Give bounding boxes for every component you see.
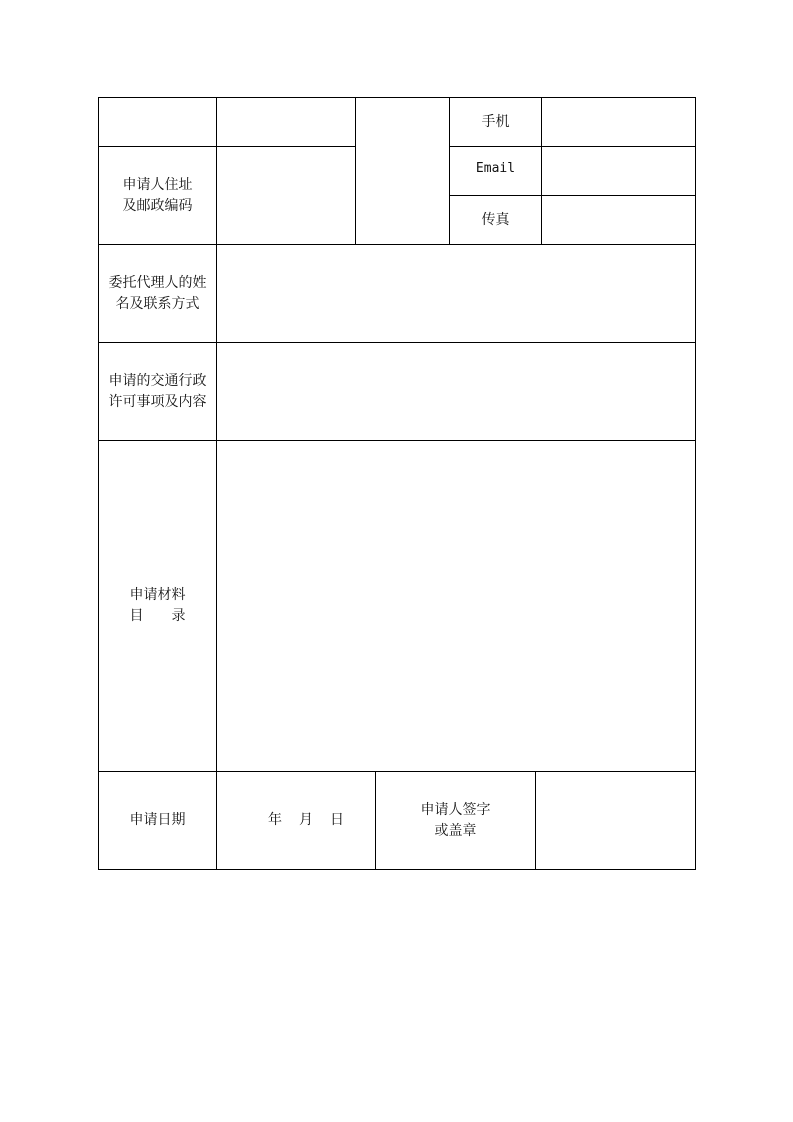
fax-field[interactable] [542, 196, 695, 244]
signature-label-line1: 申请人签字 [420, 801, 491, 818]
address-label [99, 147, 216, 244]
email-field[interactable] [542, 147, 695, 195]
date-label: 申请日期 [129, 812, 186, 828]
date-month-label: 月 [299, 812, 313, 828]
agent-label [99, 245, 216, 342]
table-border-right [695, 97, 696, 870]
agent-label-line2: 名及联系方式 [115, 295, 200, 312]
mobile-field[interactable] [542, 98, 695, 146]
date-day-label: 日 [330, 812, 344, 828]
signature-label [376, 772, 535, 869]
address-label-line2: 及邮政编码 [122, 197, 193, 214]
agent-field[interactable] [217, 245, 695, 342]
table-border-bottom [98, 869, 696, 870]
agent-label-line1: 委托代理人的姓 [108, 274, 207, 291]
top-value-field[interactable] [217, 98, 355, 146]
top-left-blank-cell[interactable] [99, 98, 216, 146]
email-label: Email [475, 160, 516, 176]
address-label-line1: 申请人住址 [122, 176, 193, 193]
date-year-label: 年 [268, 812, 282, 828]
address-field[interactable] [217, 147, 355, 244]
date-field[interactable] [217, 772, 375, 869]
materials-label-line2: 目 录 [129, 608, 186, 624]
materials-field[interactable] [217, 441, 695, 771]
materials-label [99, 441, 216, 771]
matter-label-line2: 许可事项及内容 [108, 393, 207, 410]
signature-label-line2: 或盖章 [434, 822, 477, 839]
materials-label-line1: 申请材料 [129, 587, 186, 603]
matter-label [99, 343, 216, 440]
signature-field[interactable] [536, 772, 695, 869]
matter-label-line1: 申请的交通行政 [108, 372, 207, 389]
merged-middle-field[interactable] [356, 98, 449, 244]
fax-label: 传真 [481, 211, 510, 228]
mobile-label: 手机 [481, 113, 510, 130]
